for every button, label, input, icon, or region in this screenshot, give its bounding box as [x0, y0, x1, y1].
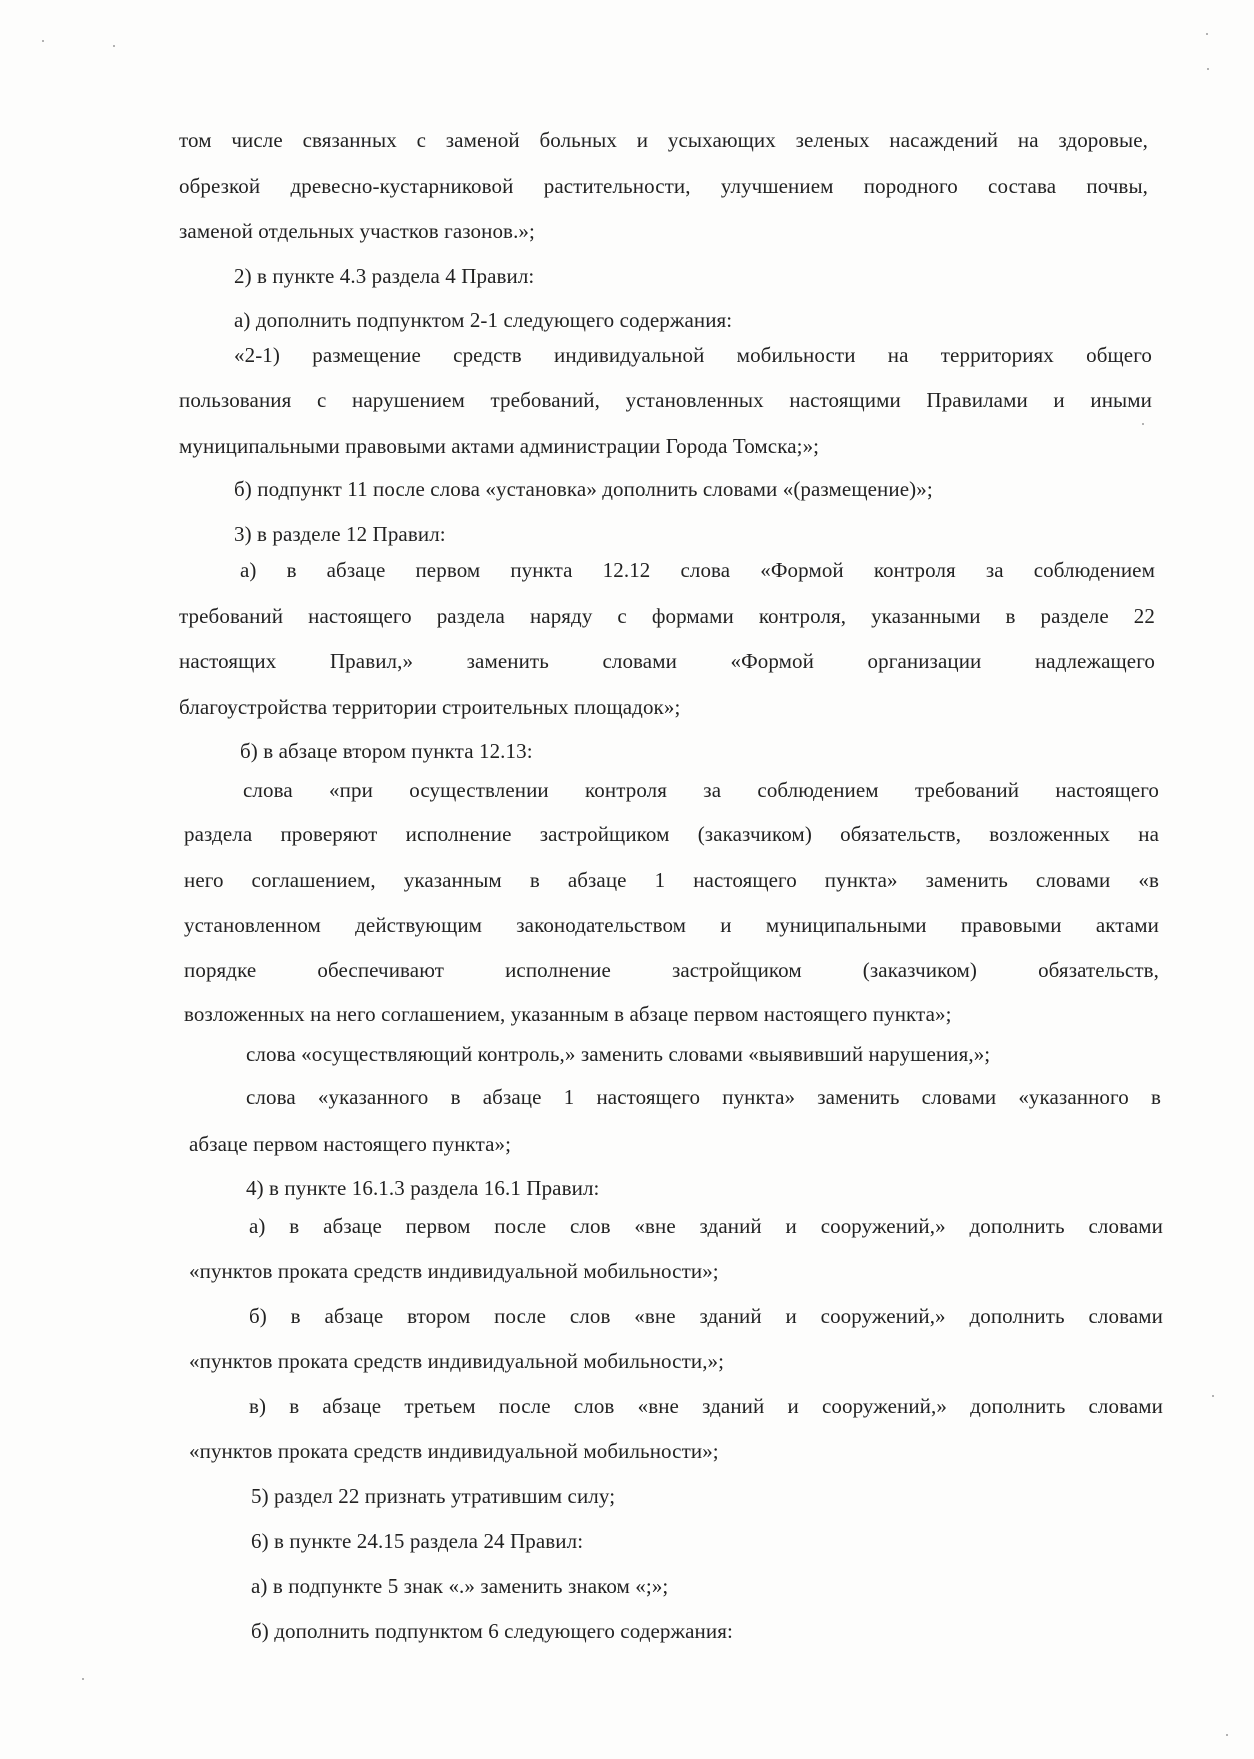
- text-line: том числе связанных с заменой больных и усыхающих зеленых насаждений на здоровые,: [179, 128, 1148, 152]
- text-line: а) в абзаце первом пункта 12.12 слова «Формой контроля за соблюдением: [240, 558, 1155, 582]
- text-line: муниципальными правовыми актами администрации Города Томска;»;: [179, 434, 820, 458]
- text-line: 6) в пункте 24.15 раздела 24 Правил:: [251, 1529, 584, 1553]
- text-line: слова «указанного в абзаце 1 настоящего пункта» заменить словами «указанного в: [246, 1085, 1161, 1109]
- text-line: «2-1) размещение средств индивидуальной мобильности на территориях общего: [234, 343, 1152, 367]
- text-line: «пунктов проката средств индивидуальной мобильности,»;: [189, 1349, 725, 1373]
- scan-speck: [1226, 1734, 1228, 1736]
- text-line: порядке обеспечивают исполнение застройщиком (заказчиком) обязательств,: [184, 958, 1159, 982]
- text-line: в) в абзаце третьем после слов «вне зданий и сооружений,» дополнить словами: [249, 1394, 1163, 1418]
- text-line: настоящих Правил,» заменить словами «Формой организации надлежащего: [179, 649, 1155, 673]
- text-line: б) в абзаце втором пункта 12.13:: [240, 739, 533, 763]
- text-line: а) в абзаце первом после слов «вне зданий и сооружений,» дополнить словами: [249, 1214, 1163, 1238]
- text-line: обрезкой древесно-кустарниковой растительности, улучшением породного состава почвы,: [179, 174, 1148, 198]
- text-line: установленном действующим законодательством и муниципальными правовыми актами: [184, 913, 1159, 937]
- scan-speck: [1212, 1395, 1214, 1397]
- text-line: б) подпункт 11 после слова «установка» дополнить словами «(размещение)»;: [234, 477, 933, 501]
- text-line: «пунктов проката средств индивидуальной мобильности»;: [189, 1439, 719, 1463]
- scan-speck: [42, 40, 44, 42]
- text-line: слова «осуществляющий контроль,» заменить словами «выявивший нарушения,»;: [246, 1042, 991, 1066]
- text-line: благоустройства территории строительных площадок»;: [179, 695, 681, 719]
- text-line: абзаце первом настоящего пункта»;: [189, 1132, 512, 1156]
- text-line: раздела проверяют исполнение застройщиком (заказчиком) обязательств, возложенных на: [184, 822, 1159, 846]
- text-line: а) дополнить подпунктом 2-1 следующего содержания:: [234, 308, 733, 332]
- text-line: возложенных на него соглашением, указанным в абзаце первом настоящего пункта»;: [184, 1002, 952, 1026]
- text-line: 2) в пункте 4.3 раздела 4 Правил:: [234, 264, 535, 288]
- text-line: пользования с нарушением требований, установленных настоящими Правилами и иными: [179, 388, 1152, 412]
- text-line: слова «при осуществлении контроля за соблюдением требований настоящего: [243, 778, 1159, 802]
- text-line: требований настоящего раздела наряду с формами контроля, указанными в разделе 22: [179, 604, 1155, 628]
- text-line: б) дополнить подпунктом 6 следующего содержания:: [251, 1619, 733, 1643]
- scan-speck: [1142, 423, 1144, 425]
- scan-speck: [1207, 68, 1209, 70]
- text-line: б) в абзаце втором после слов «вне зданий и сооружений,» дополнить словами: [249, 1304, 1163, 1328]
- text-line: заменой отдельных участков газонов.»;: [179, 219, 535, 243]
- scan-speck: [113, 45, 115, 47]
- scan-speck: [1206, 33, 1208, 35]
- text-line: 4) в пункте 16.1.3 раздела 16.1 Правил:: [246, 1176, 600, 1200]
- text-line: «пунктов проката средств индивидуальной мобильности»;: [189, 1259, 719, 1283]
- text-line: него соглашением, указанным в абзаце 1 настоящего пункта» заменить словами «в: [184, 868, 1159, 892]
- text-line: 5) раздел 22 признать утратившим силу;: [251, 1484, 616, 1508]
- scan-speck: [82, 1678, 84, 1680]
- text-line: а) в подпункте 5 знак «.» заменить знаком «;»;: [251, 1574, 669, 1598]
- text-line: 3) в разделе 12 Правил:: [234, 522, 446, 546]
